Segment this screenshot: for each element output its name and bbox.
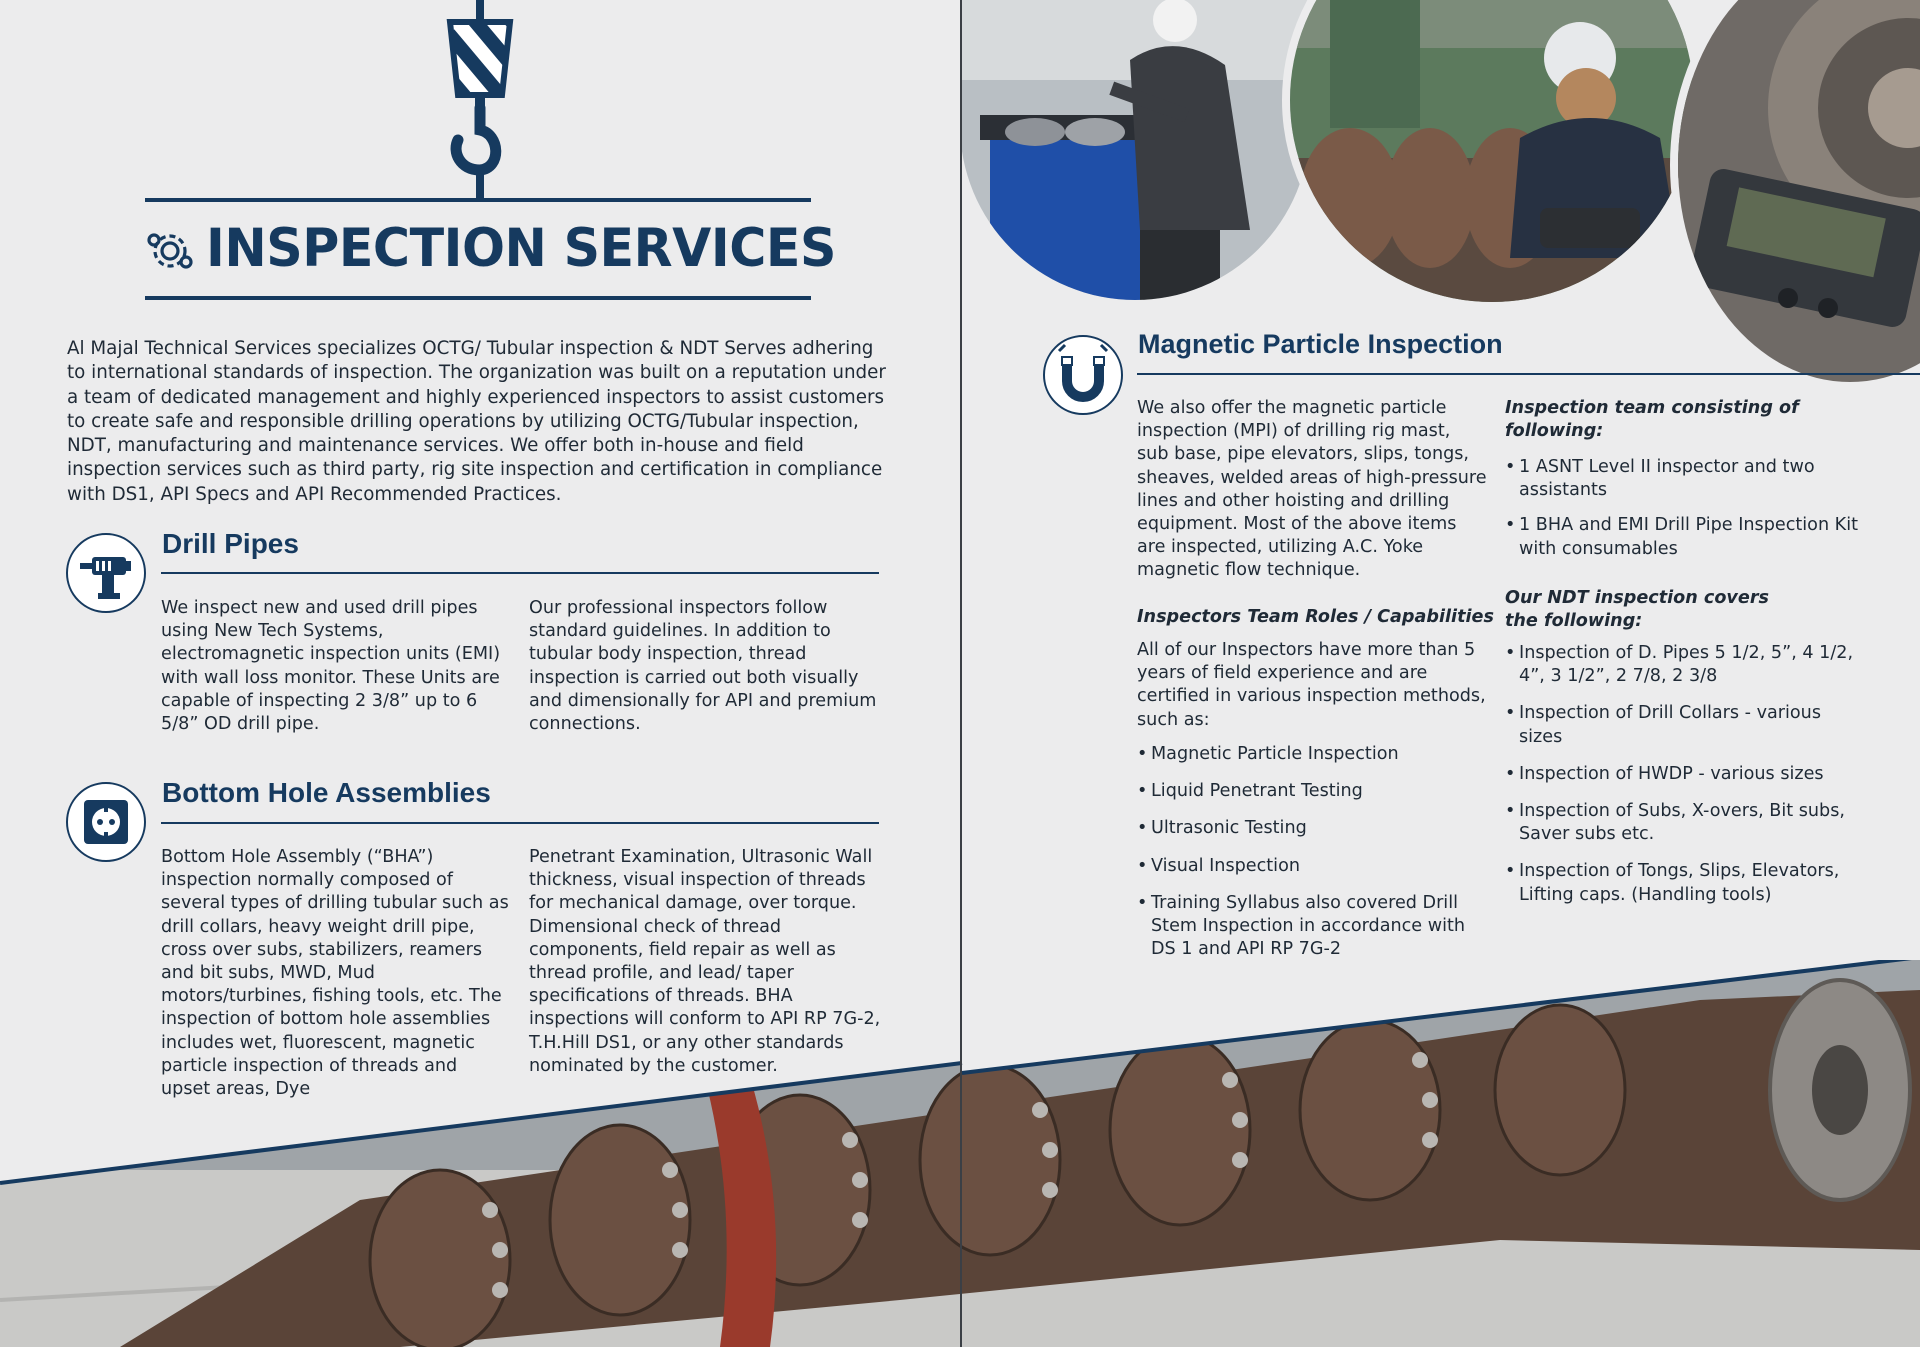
- mpi-intro: We also offer the magnetic particle inspection (MPI) of drilling rig mast, sub base, pipe elevators, slips, tongs, sheaves, welded areas of high-pressure lines and other hoisting and drilling equipment. Most of the above items are inspected, utilizing A.C. Yoke magnetic flow technique.: [1137, 398, 1487, 581]
- worker-inspection-photo: [1282, 0, 1702, 310]
- bha-heading: Bottom Hole Assemblies: [162, 777, 491, 808]
- magnet-icon: [1043, 335, 1123, 415]
- method-item: • Visual Inspection: [1137, 855, 1487, 878]
- team-item: • 1 ASNT Level II inspector and two assistants: [1505, 456, 1865, 502]
- team-list: [1505, 456, 1865, 561]
- ndt-item: • Inspection of Tongs, Slips, Elevators, Lifting caps. (Handling tools): [1505, 860, 1865, 906]
- ndt-item: • Inspection of D. Pipes 5 1/2, 5”, 4 1/2, 4”, 3 1/2”, 2 7/8, 2 3/8: [1505, 642, 1865, 688]
- team-item: • 1 BHA and EMI Drill Pipe Inspection Kit with consumables: [1505, 514, 1865, 560]
- inspection-device-photo: [1670, 0, 1920, 390]
- bha-col1: Bottom Hole Assembly (“BHA”) inspection normally composed of several types of drilling tubular such as drill collars, heavy weight drill pipe, cross over subs, stabilizers, reamers and bit subs, MWD, Mud motors/turbines, fishing tools, etc. The inspection of bottom hole assemblies includes wet, fluorescent, magnetic particle inspection of threads and upset areas, Dye: [161, 847, 509, 1100]
- team-heading: Inspection team consisting of following:: [1505, 398, 1799, 441]
- mpi-heading: Magnetic Particle Inspection: [1138, 329, 1503, 359]
- methods-list: [1137, 743, 1487, 961]
- crane-hook-icon: [430, 0, 530, 200]
- intro-paragraph: Al Majal Technical Services specializes OCTG/ Tubular inspection & NDT Serves adhering to international standards of inspection. The organization was built on a reputation under a team of dedicated management and highly experienced inspectors to assist customers to create safe and responsible drilling operations by utilizing OCTG/Tubular inspection, NDT, manufacturing and maintenance services. We offer both in-house and field inspection services such as third party, rig site inspection and certification in compliance with DS1, API Specs and API Recommended Practices.: [67, 338, 886, 505]
- drill-pipes-rule: [161, 572, 879, 574]
- drill-icon: [66, 533, 146, 613]
- bha-col2: Penetrant Examination, Ultrasonic Wall thickness, visual inspection of threads for mechanical damage, over torque. Dimensional check of thread components, field repair as well as thread profile, and lead/ taper specifications of threads. BHA inspections will conform to API RP 7G-2, T.H.Hill DS1, or any other standards nominated by the customer.: [529, 847, 881, 1076]
- drill-pipes-col2: Our professional inspectors follow standard guidelines. In addition to tubular body inspection, thread inspection is carried out both visually and dimensionally for API and premium connections.: [529, 598, 877, 735]
- page-fold: [960, 0, 962, 1347]
- title-rule-bottom: [145, 296, 811, 300]
- method-item: • Liquid Penetrant Testing: [1137, 780, 1487, 803]
- bha-rule: [161, 822, 879, 824]
- title-rule-top: [145, 198, 811, 202]
- method-item: • Ultrasonic Testing: [1137, 817, 1487, 840]
- drill-pipes-heading: Drill Pipes: [162, 528, 299, 559]
- mpi-rule: [1137, 373, 1920, 375]
- ndt-heading: Our NDT inspection covers the following:: [1505, 588, 1769, 631]
- ndt-list: [1505, 642, 1865, 907]
- method-item: • Magnetic Particle Inspection: [1137, 743, 1487, 766]
- technician-lab-photo: [960, 0, 1310, 300]
- ndt-item: • Inspection of Subs, X-overs, Bit subs, Saver subs etc.: [1505, 800, 1865, 846]
- page-title: INSPECTION SERVICES: [206, 218, 836, 279]
- roles-heading: Inspectors Team Roles / Capabilities: [1137, 607, 1494, 627]
- ndt-item: • Inspection of HWDP - various sizes: [1505, 763, 1865, 786]
- ndt-item: • Inspection of Drill Collars - various sizes: [1505, 702, 1865, 748]
- socket-icon: [66, 782, 146, 862]
- drill-pipes-col1: We inspect new and used drill pipes using New Tech Systems, electromagnetic inspection units (EMI) with wall loss monitor. These Units are capable of inspecting 2 3/8” up to 6 5/8” OD drill pipe.: [161, 598, 501, 735]
- gears-icon: [145, 228, 195, 274]
- roles-text: All of our Inspectors have more than 5 years of field experience and are certified in various inspection methods, such as:: [1137, 640, 1486, 730]
- method-item: • Training Syllabus also covered Drill Stem Inspection in accordance with DS 1 and API RP 7G-2: [1137, 892, 1487, 962]
